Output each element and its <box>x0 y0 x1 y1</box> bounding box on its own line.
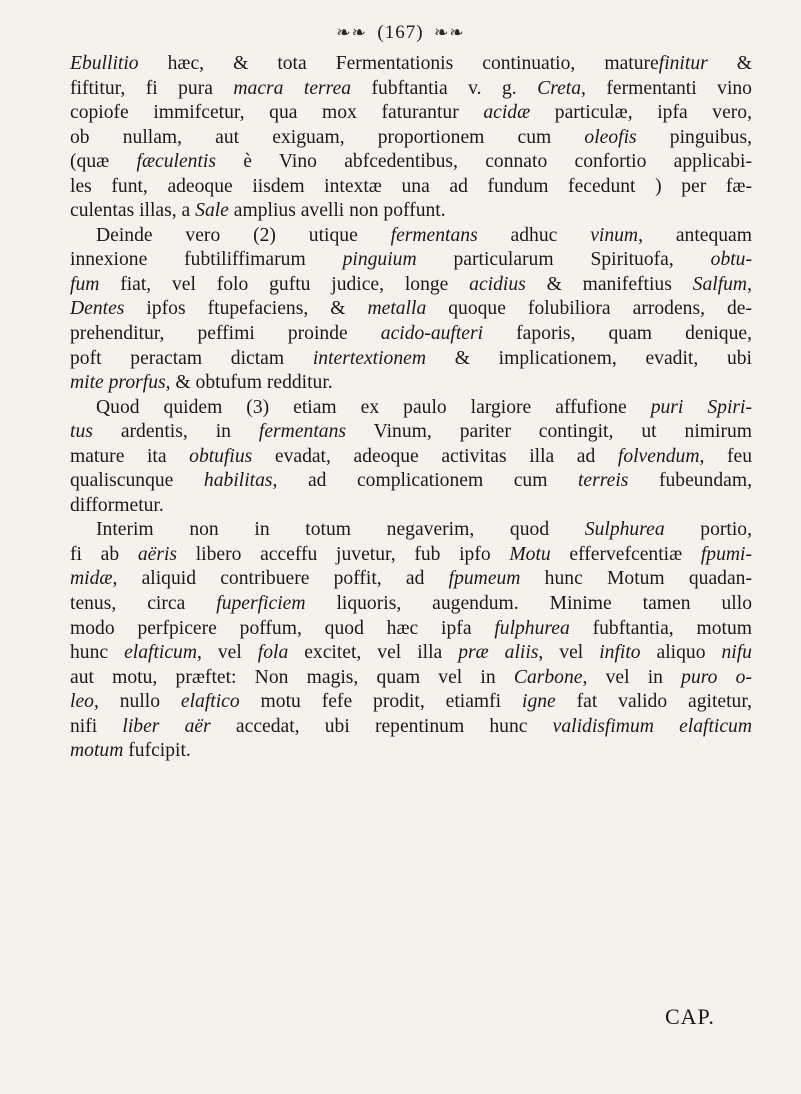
text-run: quoque folubiliora arrodens, de- <box>426 298 752 320</box>
text-run: difformetur. <box>70 494 164 516</box>
italic-term: obtufius <box>189 445 253 467</box>
text-run: libero acceffu juvetur, fub ipfo <box>177 543 510 565</box>
text-line <box>70 347 752 372</box>
italic-term: igne <box>522 691 556 713</box>
text-run: faporis, quam denique, <box>483 323 752 345</box>
italic-term: liber aër <box>122 715 211 737</box>
italic-term: fum <box>70 273 100 295</box>
text-run: amplius avelli non poffunt. <box>228 200 446 222</box>
text-line <box>70 224 752 249</box>
italic-term: Carbone <box>513 666 583 688</box>
text-run: hunc Motum quadan- <box>520 568 752 590</box>
text-line <box>70 739 752 764</box>
text-run: hæc, & tota Fermentationis continuatio, <box>138 53 605 74</box>
text-run: adhuc <box>477 224 591 246</box>
text-run: poft peractam dictam <box>70 347 313 369</box>
italic-term: aëris <box>137 543 178 565</box>
text-run: fubeundam, <box>628 470 752 492</box>
text-line <box>70 150 752 175</box>
italic-term: fermentans <box>258 421 346 443</box>
text-run: & <box>707 53 753 74</box>
italic-term: Dentes <box>70 298 125 320</box>
text-run: culentas illas, a <box>70 200 196 222</box>
text-run: motu fefe prodit, etiamfi <box>239 691 522 713</box>
italic-term: leo <box>70 691 94 713</box>
italic-term: finitur <box>658 53 708 74</box>
text-line <box>70 666 752 691</box>
text-run: pinguibus, <box>636 126 752 148</box>
text-run: qualiscunque <box>70 470 204 492</box>
italic-term: macra terrea <box>233 77 352 99</box>
text-run: & manifeftius <box>525 273 693 295</box>
italic-term: oleofis <box>584 126 637 148</box>
text-run: ob nullam, aut exiguam, proportionem cum <box>70 126 585 148</box>
text-run: & implicationem, evadit, ubi <box>426 347 752 369</box>
text-run: , vel in <box>582 666 682 688</box>
italic-term: fuperficiem <box>216 593 306 615</box>
text-run: Deinde vero (2) utique <box>96 224 391 246</box>
text-run: nifi <box>70 715 123 737</box>
text-line <box>70 273 752 298</box>
text-run: liquoris, augendum. Minime tamen ullo <box>305 593 752 615</box>
text-run: , <box>747 273 752 295</box>
text-line <box>70 175 752 200</box>
italic-term: Sale <box>195 200 229 222</box>
text-run: fubftantia v. g. <box>351 77 538 99</box>
text-line <box>70 420 752 445</box>
text-line <box>70 248 752 273</box>
text-run: tenus, circa <box>70 593 217 615</box>
text-run: mature <box>604 53 659 74</box>
italic-term: puro o- <box>681 666 752 688</box>
text-run: innexione fubtiliffimarum <box>70 249 343 271</box>
text-run: , & obtufum redditur. <box>165 372 333 394</box>
italic-term: acidius <box>469 273 526 295</box>
italic-term: infito <box>599 642 641 664</box>
text-run: , ad complicationem cum <box>272 470 578 492</box>
left-ornament-icon: ❧❧ <box>336 22 367 42</box>
italic-term: metalla <box>367 298 427 320</box>
text-line <box>70 126 752 151</box>
text-run: Vinum, pariter contingit, ut nimirum <box>346 421 753 443</box>
text-run: modo perfpicere poffum, quod hæc ipfa <box>70 617 495 639</box>
text-run: excitet, vel illa <box>288 642 459 664</box>
text-run: prehenditur, peffimi proinde <box>70 323 381 345</box>
italic-term: fola <box>257 642 289 664</box>
text-run: fufcipit. <box>123 740 191 762</box>
italic-term: obtu- <box>710 249 752 271</box>
italic-term: nifu <box>721 642 752 664</box>
text-run: copiofe immifcetur, qua mox faturantur <box>70 102 484 124</box>
text-line <box>70 371 752 396</box>
text-line <box>70 322 752 347</box>
italic-term: vinum <box>590 224 639 246</box>
text-line <box>70 199 752 224</box>
text-line <box>70 396 752 421</box>
text-run: accedat, ubi repentinum hunc <box>210 715 553 737</box>
text-line <box>70 617 752 642</box>
italic-term: tus <box>70 421 93 443</box>
text-line <box>70 715 752 740</box>
text-run: fi ab <box>70 543 138 565</box>
body-text <box>70 52 752 764</box>
catchword: CAP. <box>665 1004 715 1029</box>
text-run: , feu <box>699 445 752 467</box>
text-line <box>70 690 752 715</box>
italic-term: fpumeum <box>448 568 521 590</box>
text-line <box>70 297 752 322</box>
italic-term: acido-aufteri <box>380 323 484 345</box>
italic-term: fpumi- <box>700 543 753 565</box>
italic-term: Sulphurea <box>584 519 665 541</box>
italic-term: folvendum <box>617 445 700 467</box>
text-run: particulæ, ipfa vero, <box>530 102 752 124</box>
text-line <box>70 641 752 666</box>
text-run: fubftantia, motum <box>569 617 752 639</box>
italic-term: Ebullitio <box>70 53 139 74</box>
text-run: , aliquid contribuere poffit, ad <box>112 568 449 590</box>
text-run: fiat, vel folo guftu judice, longe <box>99 273 470 295</box>
text-line <box>70 543 752 568</box>
text-line <box>70 592 752 617</box>
italic-term: pinguium <box>342 249 417 271</box>
italic-term: midæ <box>70 568 113 590</box>
italic-term: fæculentis <box>136 151 216 173</box>
text-line <box>70 494 752 519</box>
text-run: fiftitur, fi pura <box>70 77 234 99</box>
text-run: , antequam <box>638 224 752 246</box>
italic-term: terreis <box>577 470 629 492</box>
text-run: , vel <box>196 642 258 664</box>
italic-term: acidæ <box>483 102 531 124</box>
text-line <box>70 445 752 470</box>
right-ornament-icon: ❧❧ <box>434 22 465 42</box>
italic-term: elafticum <box>124 642 197 664</box>
italic-term: Motu <box>509 543 551 565</box>
text-line <box>70 77 752 102</box>
text-run: , nullo <box>93 691 181 713</box>
text-run: hunc <box>70 642 125 664</box>
italic-term: elaftico <box>180 691 240 713</box>
text-run: (quæ <box>70 151 137 173</box>
italic-term: præ aliis <box>458 642 539 664</box>
text-run: les funt, adeoque iisdem intextæ una ad fundum fecedunt ) per fæ- <box>70 175 752 197</box>
text-line <box>70 567 752 592</box>
text-run: aut motu, præftet: Non magis, quam vel in <box>70 666 514 688</box>
italic-term: fulphurea <box>494 617 570 639</box>
text-line <box>70 52 752 77</box>
italic-term: validisfimum elafticum <box>552 715 753 737</box>
text-run: fat valido agitetur, <box>555 691 752 713</box>
italic-term: motum <box>70 740 124 762</box>
text-line <box>70 469 752 494</box>
text-run: Quod quidem (3) etiam ex paulo largiore affufione <box>96 396 651 418</box>
page-number: (167) <box>377 21 424 43</box>
text-run: portio, <box>664 519 752 541</box>
italic-term: intertextionem <box>312 347 426 369</box>
text-run: effervefcentiæ <box>550 543 701 565</box>
text-run: ipfos ftupefaciens, & <box>124 298 368 320</box>
text-run: ardentis, in <box>92 421 259 443</box>
text-run: mature ita <box>70 445 190 467</box>
italic-term: mite prorfus <box>70 372 166 394</box>
text-run: evadat, adeoque activitas illa ad <box>252 445 618 467</box>
text-run: particularum Spirituofa, <box>416 249 711 271</box>
italic-term: Creta <box>537 77 582 99</box>
text-run: , vel <box>538 642 600 664</box>
text-run: , fermentanti vino <box>581 77 752 99</box>
text-line <box>70 518 752 543</box>
text-run: aliquo <box>640 642 722 664</box>
italic-term: puri Spiri- <box>650 396 752 418</box>
italic-term: fermentans <box>390 224 478 246</box>
italic-term: habilitas <box>203 470 273 492</box>
italic-term: Salfum <box>692 273 748 295</box>
text-line <box>70 101 752 126</box>
text-run: è Vino abfcedentibus, connato confortio applicabi- <box>215 151 752 173</box>
page-header <box>0 18 801 44</box>
text-run: Interim non in totum negaverim, quod <box>96 519 585 541</box>
